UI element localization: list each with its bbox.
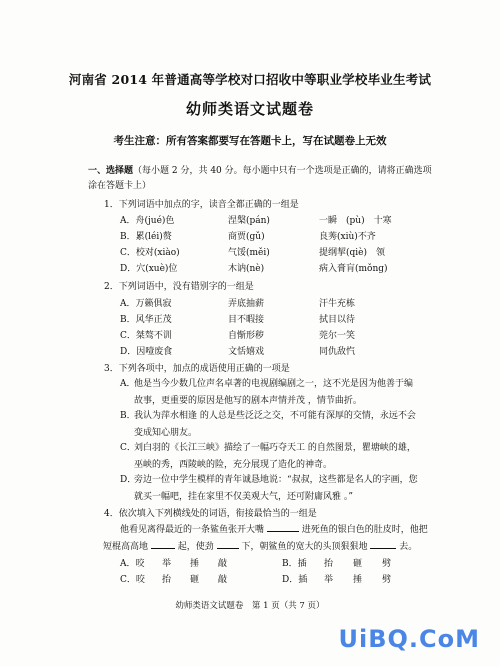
question-3-option-c (120, 440, 420, 474)
option-c-word2: 气馁(měi) (228, 248, 270, 258)
question-1-row (120, 262, 440, 276)
option-d: D．插 (282, 575, 308, 585)
option-b-word2: 目不暇接 (228, 315, 265, 325)
option-label: B． (120, 411, 136, 421)
section-instructions (88, 164, 438, 194)
option-text: 旁边一位中学生模样的青年诚恳地说：“叔叔，这些都是名人的字画，您 (134, 475, 418, 485)
blank-3 (217, 538, 239, 549)
option-word: 敲 (218, 575, 228, 585)
option-a-word2: 涅槃(pán) (228, 216, 270, 226)
option-word: 砸 (353, 559, 363, 569)
option-text-cont: 巫峡的秀，西陵峡的险，充分展现了造化的神奇。 (134, 460, 333, 470)
passage-text: 下，朝鲨鱼的宽大的头顶狠狠地 (241, 542, 368, 552)
option-d-word2: 文恬嬉戏 (228, 347, 265, 357)
option-c: C．咬 (120, 575, 145, 585)
option-b: B．风华正茂 (120, 315, 172, 325)
question-4-passage-line2 (103, 538, 433, 556)
option-text: 他是当今少数几位声名卓著的电视剧编剧之一，这不光是因为他善于编 (134, 379, 414, 389)
option-d: D．因噎废食 (120, 347, 173, 357)
option-label: A． (120, 379, 136, 389)
option-text: 我认为萍水相逢 的人总是些泛泛之交，不可能有深厚的交情，永远不会 (134, 411, 416, 421)
question-1-row (120, 214, 440, 228)
question-2-row (120, 345, 440, 359)
option-word: 抬 (324, 559, 334, 569)
page-footer: 幼师类语文试题卷 第 1 页（共 7 页） (175, 601, 325, 611)
passage-text: 去。 (399, 542, 418, 552)
question-1-row (120, 246, 440, 260)
option-a: A．舟(jué)色 (120, 216, 175, 226)
question-3-option-d (120, 472, 420, 506)
passage-text: 起，使劲 (177, 542, 214, 552)
option-word: 抬 (162, 575, 172, 585)
question-4-options-row1 (120, 557, 440, 571)
question-2-row (120, 329, 440, 343)
option-b-word3: 良莠(xiù)不齐 (319, 232, 376, 242)
question-4-stem: 4．依次填入下列横线处的词语，衔接最恰当的一组是 (104, 509, 317, 519)
question-4-options-row2 (120, 573, 440, 587)
option-word: 劈 (382, 575, 392, 585)
option-b-word3: 拭目以待 (319, 315, 356, 325)
option-c-word3: 莞尔一笑 (319, 331, 356, 341)
option-a: A．咬 (120, 559, 145, 569)
exam-title: 河南省 2014 年普通高等学校对口招收中等职业学校毕业生考试 (68, 72, 432, 87)
option-text-cont: 故事，更重要的原因是他写的剧本声情并茂 ，情节曲折。 (134, 396, 362, 406)
passage-text: 他看见离得最近的一条鲨鱼张开大嘴 (120, 525, 265, 535)
option-word: 捶 (353, 575, 363, 585)
option-d-word3: 病入膏肓(mǒng) (319, 264, 388, 274)
option-c-word3: 提纲挈(qiè) 领 (319, 248, 385, 258)
watermark: UiBQ.CoM (338, 625, 480, 653)
option-text-cont: 变成知心朋友。 (134, 428, 198, 438)
candidate-notice: 考生注意：所有答案都要写在答题卡上，写在试题卷上无效 (113, 135, 387, 147)
passage-text: 短棍高高地 (103, 542, 149, 552)
option-label: C． (120, 443, 136, 453)
question-3-option-b (120, 408, 420, 442)
question-1-stem: 1．下列词语中加点的字，读音全都正确的一组是 (104, 200, 299, 210)
option-word: 捶 (190, 559, 200, 569)
option-b: B．插 (282, 559, 307, 569)
section-instruction-line2: 涂在答题卡上） (88, 181, 152, 191)
question-3-stem: 3．下列各项中，加点的成语使用正确的一项是 (104, 364, 290, 374)
option-d-word3: 同仇敌忾 (319, 347, 356, 357)
question-4-passage-line1 (103, 521, 450, 539)
option-b-word2: 商贾(gǔ) (228, 232, 265, 242)
question-3-option-a (120, 376, 420, 410)
passage-text: 进死鱼的银白色的肚皮时，他把 (301, 525, 428, 535)
option-text-cont: 就买一幅吧，挂在家里不仅美观大气，还可附庸风雅 。” (134, 492, 353, 502)
section-heading: 一、选择题 (88, 166, 134, 176)
exam-subtitle: 幼师类语文试题卷 (185, 100, 314, 118)
option-d: D．穴(xuè)位 (120, 264, 178, 274)
option-a-word3: 一瞬 (pù) 十寒 (319, 216, 392, 226)
option-word: 劈 (382, 559, 392, 569)
blank-1 (267, 521, 299, 532)
option-d-word2: 木讷(nè) (228, 264, 265, 274)
option-label: D． (120, 475, 137, 485)
blank-2 (151, 538, 175, 549)
option-a: A．万籁俱寂 (120, 299, 172, 309)
option-c: C．校对(xiào) (120, 248, 180, 258)
option-word: 举 (324, 575, 334, 585)
question-2-row (120, 297, 440, 311)
option-c: C．桀骜不训 (120, 331, 172, 341)
question-2-stem: 2．下列词语中，没有错别字的一组是 (104, 282, 254, 292)
question-1-row (120, 230, 440, 244)
option-a-word3: 汗牛充栋 (319, 299, 356, 309)
option-word: 砸 (190, 575, 200, 585)
option-text: 刘白羽的《长江三峡》描绘了一幅巧夺天工 的自然图景，瞿塘峡的雄， (134, 443, 416, 453)
section-instruction-line1: （每小题 2 分，共 40 分。每小题中只有一个选项是正确的，请将正确选项 (133, 166, 432, 176)
option-word: 敲 (218, 559, 228, 569)
option-a-word2: 弄底抽薪 (228, 299, 265, 309)
option-c-word2: 自惭形秽 (228, 331, 265, 341)
blank-4 (370, 538, 396, 549)
question-2-row (120, 313, 440, 327)
option-b: B．累(léi)赘 (120, 232, 172, 242)
option-word: 举 (162, 559, 172, 569)
